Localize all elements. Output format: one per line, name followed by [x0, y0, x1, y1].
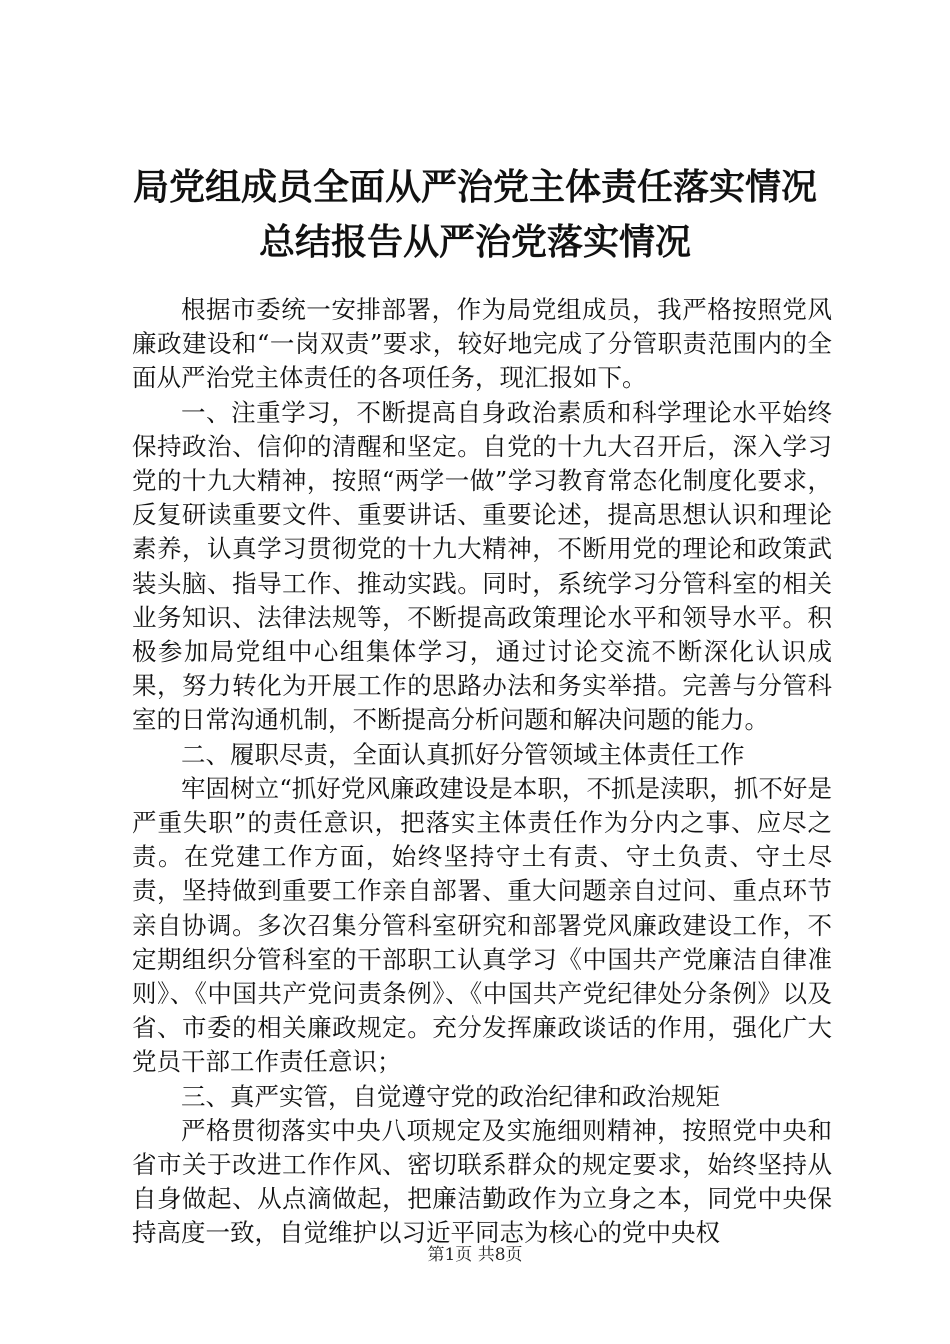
heading-section-3: 三、真严实管，自觉遵守党的政治纪律和政治规矩 [181, 1081, 720, 1111]
page-number-footer: 第1页 共8页 [427, 1245, 523, 1265]
paragraph-section-3: 严格贯彻落实中央八项规定及实施细则精神，按照党中央和省市关于改进工作作风、密切联系群众的规定要求，始终坚持从自身做起、从点滴做起，把廉洁勤政作为立身之本，同党中央保持高度一致，自觉维护以习近平同志为核心的党中央权 [132, 1115, 832, 1248]
document-body [132, 293, 832, 1251]
paragraph-section-2: 牢固树立“抓好党风廉政建设是本职，不抓是渎职，抓不好是严重失职”的责任意识，把落实主体责任作为分内之事、应尽之责。在党建工作方面，始终坚持守土有责、守土负责、守土尽责，坚持做到重要工作亲自部署、重大问题亲自过问、重点环节亲自协调。多次召集分管科室研究和部署党风廉政建设工作，不定期组织分管科室的干部职工认真学习《中国共产党廉洁自律准则》、《中国共产党问责条例》、《中国共产党纪律处分条例》以及省、市委的相关廉政规定。充分发挥廉政谈话的作用，强化广大党员干部工作责任意识； [132, 773, 832, 1077]
paragraph-intro: 根据市委统一安排部署，作为局党组成员，我严格按照党风廉政建设和“一岗双责”要求，较好地完成了分管职责范围内的全面从严治党主体责任的各项任务，现汇报如下。 [132, 295, 832, 393]
document-title: 局党组成员全面从严治党主体责任落实情况总结报告从严治党落实情况 [132, 167, 817, 263]
paragraph-section-1: 一、注重学习，不断提高自身政治素质和科学理论水平始终保持政治、信仰的清醒和坚定。自党的十九大召开后，深入学习党的十九大精神，按照“两学一做”学习教育常态化制度化要求，反复研读重要文件、重要讲话、重要论述，提高思想认识和理论素养，认真学习贯彻党的十九大精神，不断用党的理论和政策武装头脑、指导工作、推动实践。同时，系统学习分管科室的相关业务知识、法律法规等，不断提高政策理论水平和领导水平。积极参加局党组中心组集体学习，通过讨论交流不断深化认识成果，努力转化为开展工作的思路办法和务实举措。完善与分管科室的日常沟通机制，不断提高分析问题和解决问题的能力。 [132, 397, 832, 735]
heading-section-2: 二、履职尽责，全面认真抓好分管领域主体责任工作 [181, 739, 745, 769]
